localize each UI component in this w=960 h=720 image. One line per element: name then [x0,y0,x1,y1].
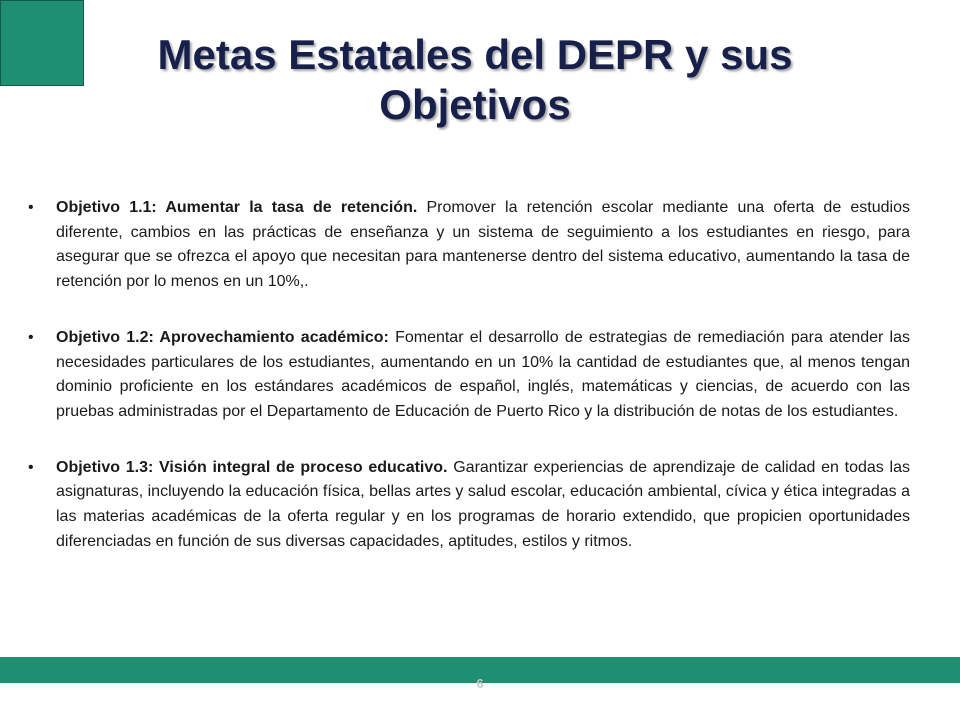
objective-heading: Objetivo 1.3: Visión integral de proceso educativo. [56,458,448,476]
slide-title-line-1: Metas Estatales del DEPR y sus [157,31,793,78]
page-number: 6 [476,676,484,691]
objective-item [28,196,910,295]
objective-item [28,326,910,425]
objective-heading: Objetivo 1.2: Aprovechamiento académico: [56,328,389,346]
slide-title-line-2: Objetivos [379,81,571,128]
slide-title [100,30,850,130]
corner-accent-square [0,0,84,86]
objective-text: Fomentar el desarrollo de estrategias de remediación para atender las necesidades particulares de los estudiantes, aumentando en un 10% la cantidad de estudiantes que, al menos tengan dominio proficiente en los estándares académicos de español, inglés, matemáticas y ciencias, de acuerdo con las pruebas administradas por el Departamento de Educación de Puerto Rico y la distribución de notas de los estudiantes. [56,328,911,420]
objectives-list [28,196,910,585]
objective-text: Garantizar experiencias de aprendizaje de calidad en todas las asignaturas, incluyendo la educación física, bellas artes y salud escolar, educación ambiental, cívica y ética integradas a las materias académicas de la oferta regular y en los programas de horario extendido, que propicien oportunidades diferenciadas en función de sus diversas capacidades, aptitudes, estilos y ritmos. [56,458,910,550]
objective-text: Promover la retención escolar mediante una oferta de estudios diferente, cambios en las prácticas de enseñanza y un sistema de seguimiento a los estudiantes en riesgo, para asegurar que se ofrezca el apoyo que necesitan para mantenerse dentro del sistema educativo, aumentando la tasa de retención por lo menos en un 10%,. [56,199,911,291]
objective-heading: Objetivo 1.1: Aumentar la tasa de retención. [56,199,418,216]
objective-item [28,456,910,555]
